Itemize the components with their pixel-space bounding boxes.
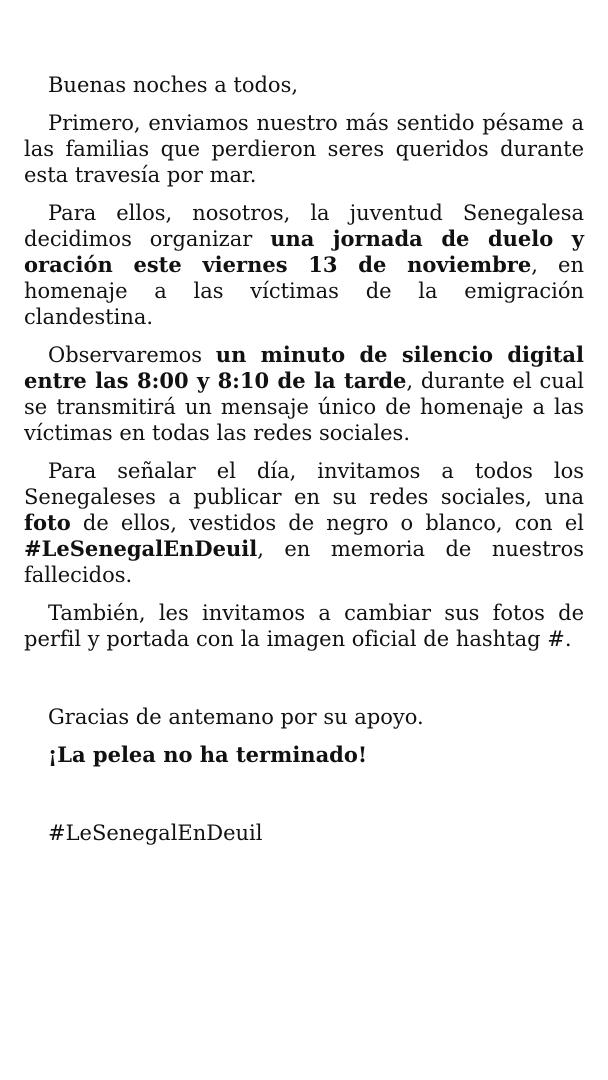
condolence-paragraph: Primero, enviamos nuestro más sentido pésame a las familias que perdieron seres queridos durante esta travesía por mar. [24, 111, 584, 187]
thanks-paragraph: Gracias de antemano por su apoyo. [48, 705, 424, 729]
photo-highlight: foto [24, 510, 71, 535]
photo-invitation-text-middle: de ellos, vestidos de negro o blanco, con el [70, 511, 584, 535]
silence-minute-paragraph [24, 342, 584, 446]
photo-invitation-text-start: Para señalar el día, invitamos a todos los Senegaleses a publicar en su redes sociales, una [24, 459, 584, 509]
spacer [24, 780, 584, 820]
greeting-paragraph: Buenas noches a todos, [48, 73, 299, 97]
mourning-day-highlight: una jornada de duelo y oración este viernes 13 de noviembre [24, 226, 585, 277]
mourning-day-paragraph [24, 200, 584, 330]
slogan-text: ¡La pelea no ha terminado! [48, 742, 368, 767]
silence-minute-highlight: un minuto de silencio digital entre las 8:00 y 8:10 de la tarde [24, 342, 584, 393]
slogan-paragraph [24, 742, 584, 768]
hashtag-paragraph: #LeSenegalEnDeuil [48, 821, 263, 845]
mourning-day-text-end: , en homenaje a las víctimas de la emigración clandestina. [24, 253, 584, 329]
mourning-day-text-start: Para ellos, nosotros, la juventud Senegalesa decidimos organizar [24, 201, 584, 251]
message-body [24, 72, 584, 858]
profile-picture-paragraph: También, les invitamos a cambiar sus fotos de perfil y portada con la imagen oficial de hashtag #. [24, 601, 584, 651]
spacer [24, 664, 584, 704]
hashtag-highlight: #LeSenegalEnDeuil [24, 536, 258, 561]
silence-minute-text-end: , durante el cual se transmitirá un mensaje único de homenaje a las víctimas en todas las redes sociales. [24, 369, 584, 445]
silence-minute-text-start: Observaremos [48, 343, 216, 367]
photo-invitation-paragraph [24, 458, 584, 588]
photo-invitation-text-end: , en memoria de nuestros fallecidos. [24, 537, 584, 587]
